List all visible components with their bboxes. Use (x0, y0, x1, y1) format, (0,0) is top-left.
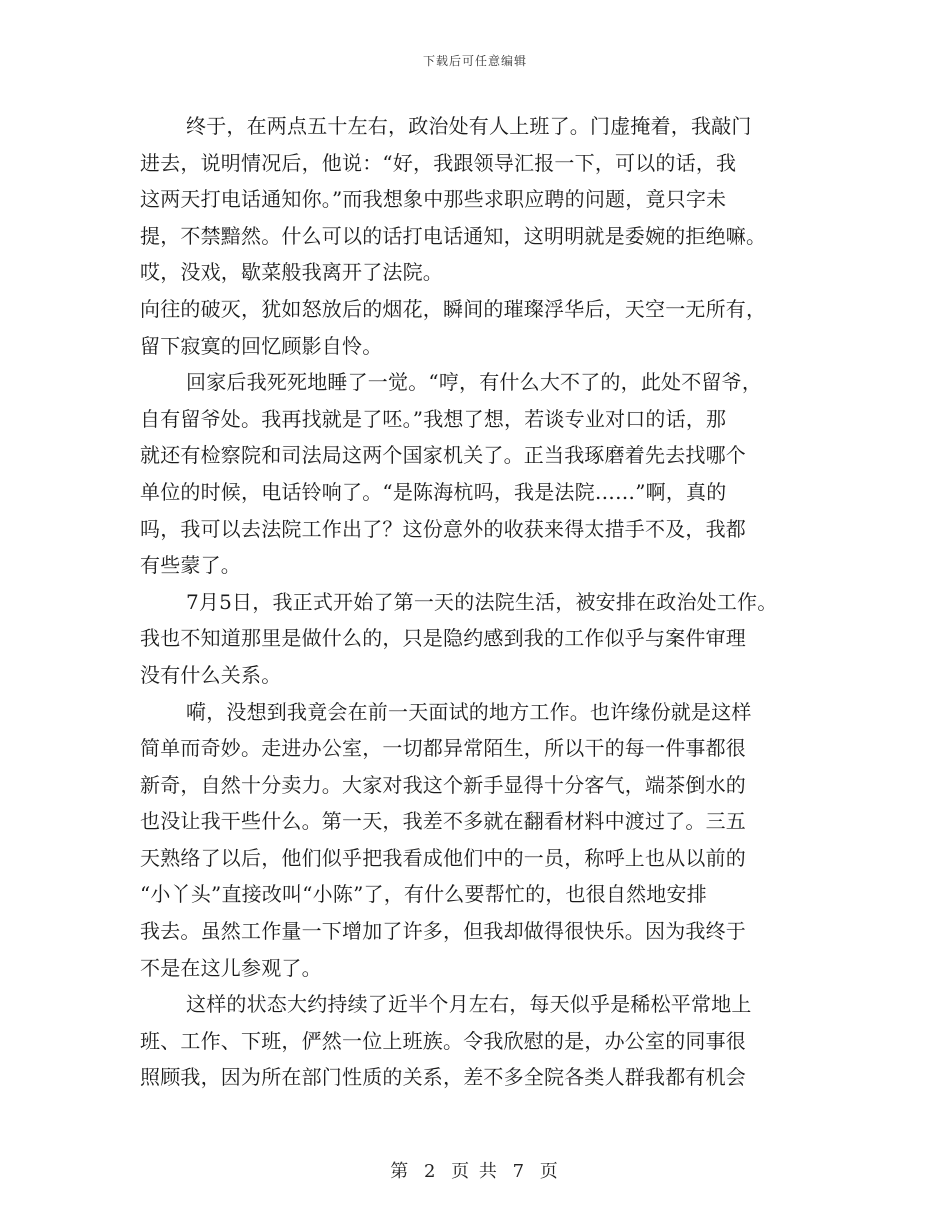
footer-middle: 页 共 (451, 1161, 499, 1182)
text-line: 也没让我干些什么。第一天，我差不多就在翻看材料中渡过了。三五 (140, 809, 746, 834)
text-line: 留下寂寞的回忆顾影自怜。 (140, 333, 383, 358)
text-line: 自有留爷处。我再找就是了呸。”我想了想，若谈专业对口的话，那 (140, 406, 727, 431)
text-line: 单位的时候，电话铃响了。“是陈海杭吗，我是法院……”啊，真的 (140, 479, 727, 504)
page-footer (0, 1157, 950, 1183)
text-line: 简单而奇妙。走进办公室，一切都异常陌生，所以干的每一件事都很 (140, 736, 746, 761)
text-line: 向往的破灭，犹如怒放后的烟花，瞬间的璀璨浮华后，天空一无所有， (140, 296, 767, 321)
text-line: 回家后我死死地睡了一觉。“哼，有什么大不了的，此处不留爷， (186, 370, 763, 395)
page-header: 下载后可任意编辑 (422, 54, 527, 68)
footer-prefix: 第 (390, 1161, 411, 1182)
text-line: 吗，我可以去法院工作出了？这份意外的收获来得太措手不及，我都 (140, 516, 746, 541)
text-line: 没有什么关系。 (140, 662, 282, 687)
document-body (140, 108, 820, 1096)
text-line: 哎，没戏，歇菜般我离开了法院。 (140, 260, 443, 285)
footer-total-pages: 7 (512, 1161, 527, 1182)
footer-suffix: 页 (539, 1161, 560, 1182)
text-line: 不是在这儿参观了。 (140, 955, 322, 980)
text-line: 嗬，没想到我竟会在前一天面试的地方工作。也许缘份就是这样 (186, 699, 752, 724)
text-line: 就还有检察院和司法局这两个国家机关了。正当我琢磨着先去找哪个 (140, 443, 746, 468)
text-line: 我去。虽然工作量一下增加了许多，但我却做得很快乐。因为我终于 (140, 919, 746, 944)
text-line: 这两天打电话通知你。”而我想象中那些求职应聘的问题，竟只字未 (140, 187, 727, 212)
text-line: 照顾我，因为所在部门性质的关系，差不多全院各类人群我都有机会 (140, 1065, 746, 1090)
footer-page-number: 2 (423, 1161, 438, 1182)
text-line: 班、工作、下班，俨然一位上班族。令我欣慰的是，办公室的同事很 (140, 1028, 746, 1053)
text-line: 天熟络了以后，他们似乎把我看成他们中的一员，称呼上也从以前的 (140, 845, 746, 870)
text-line: 这样的状态大约持续了近半个月左右，每天似乎是稀松平常地上 (186, 992, 752, 1017)
text-line: 7月5日，我正式开始了第一天的法院生活，被安排在政治处工作。 (186, 589, 778, 614)
text-line: 我也不知道那里是做什么的，只是隐约感到我的工作似乎与案件审理 (140, 626, 746, 651)
text-line: 进去，说明情况后，他说：“好，我跟领导汇报一下，可以的话，我 (140, 150, 737, 175)
text-line: 提，不禁黯然。什么可以的话打电话通知，这明明就是委婉的拒绝嘛。 (140, 223, 767, 248)
text-line: 新奇，自然十分卖力。大家对我这个新手显得十分客气，端茶倒水的 (140, 772, 746, 797)
text-line: 终于，在两点五十左右，政治处有人上班了。门虚掩着，我敲门 (186, 114, 752, 138)
text-line: 有些蒙了。 (140, 553, 241, 578)
text-line: “小丫头”直接改叫“小陈”了，有什么要帮忙的，也很自然地安排 (140, 882, 707, 907)
